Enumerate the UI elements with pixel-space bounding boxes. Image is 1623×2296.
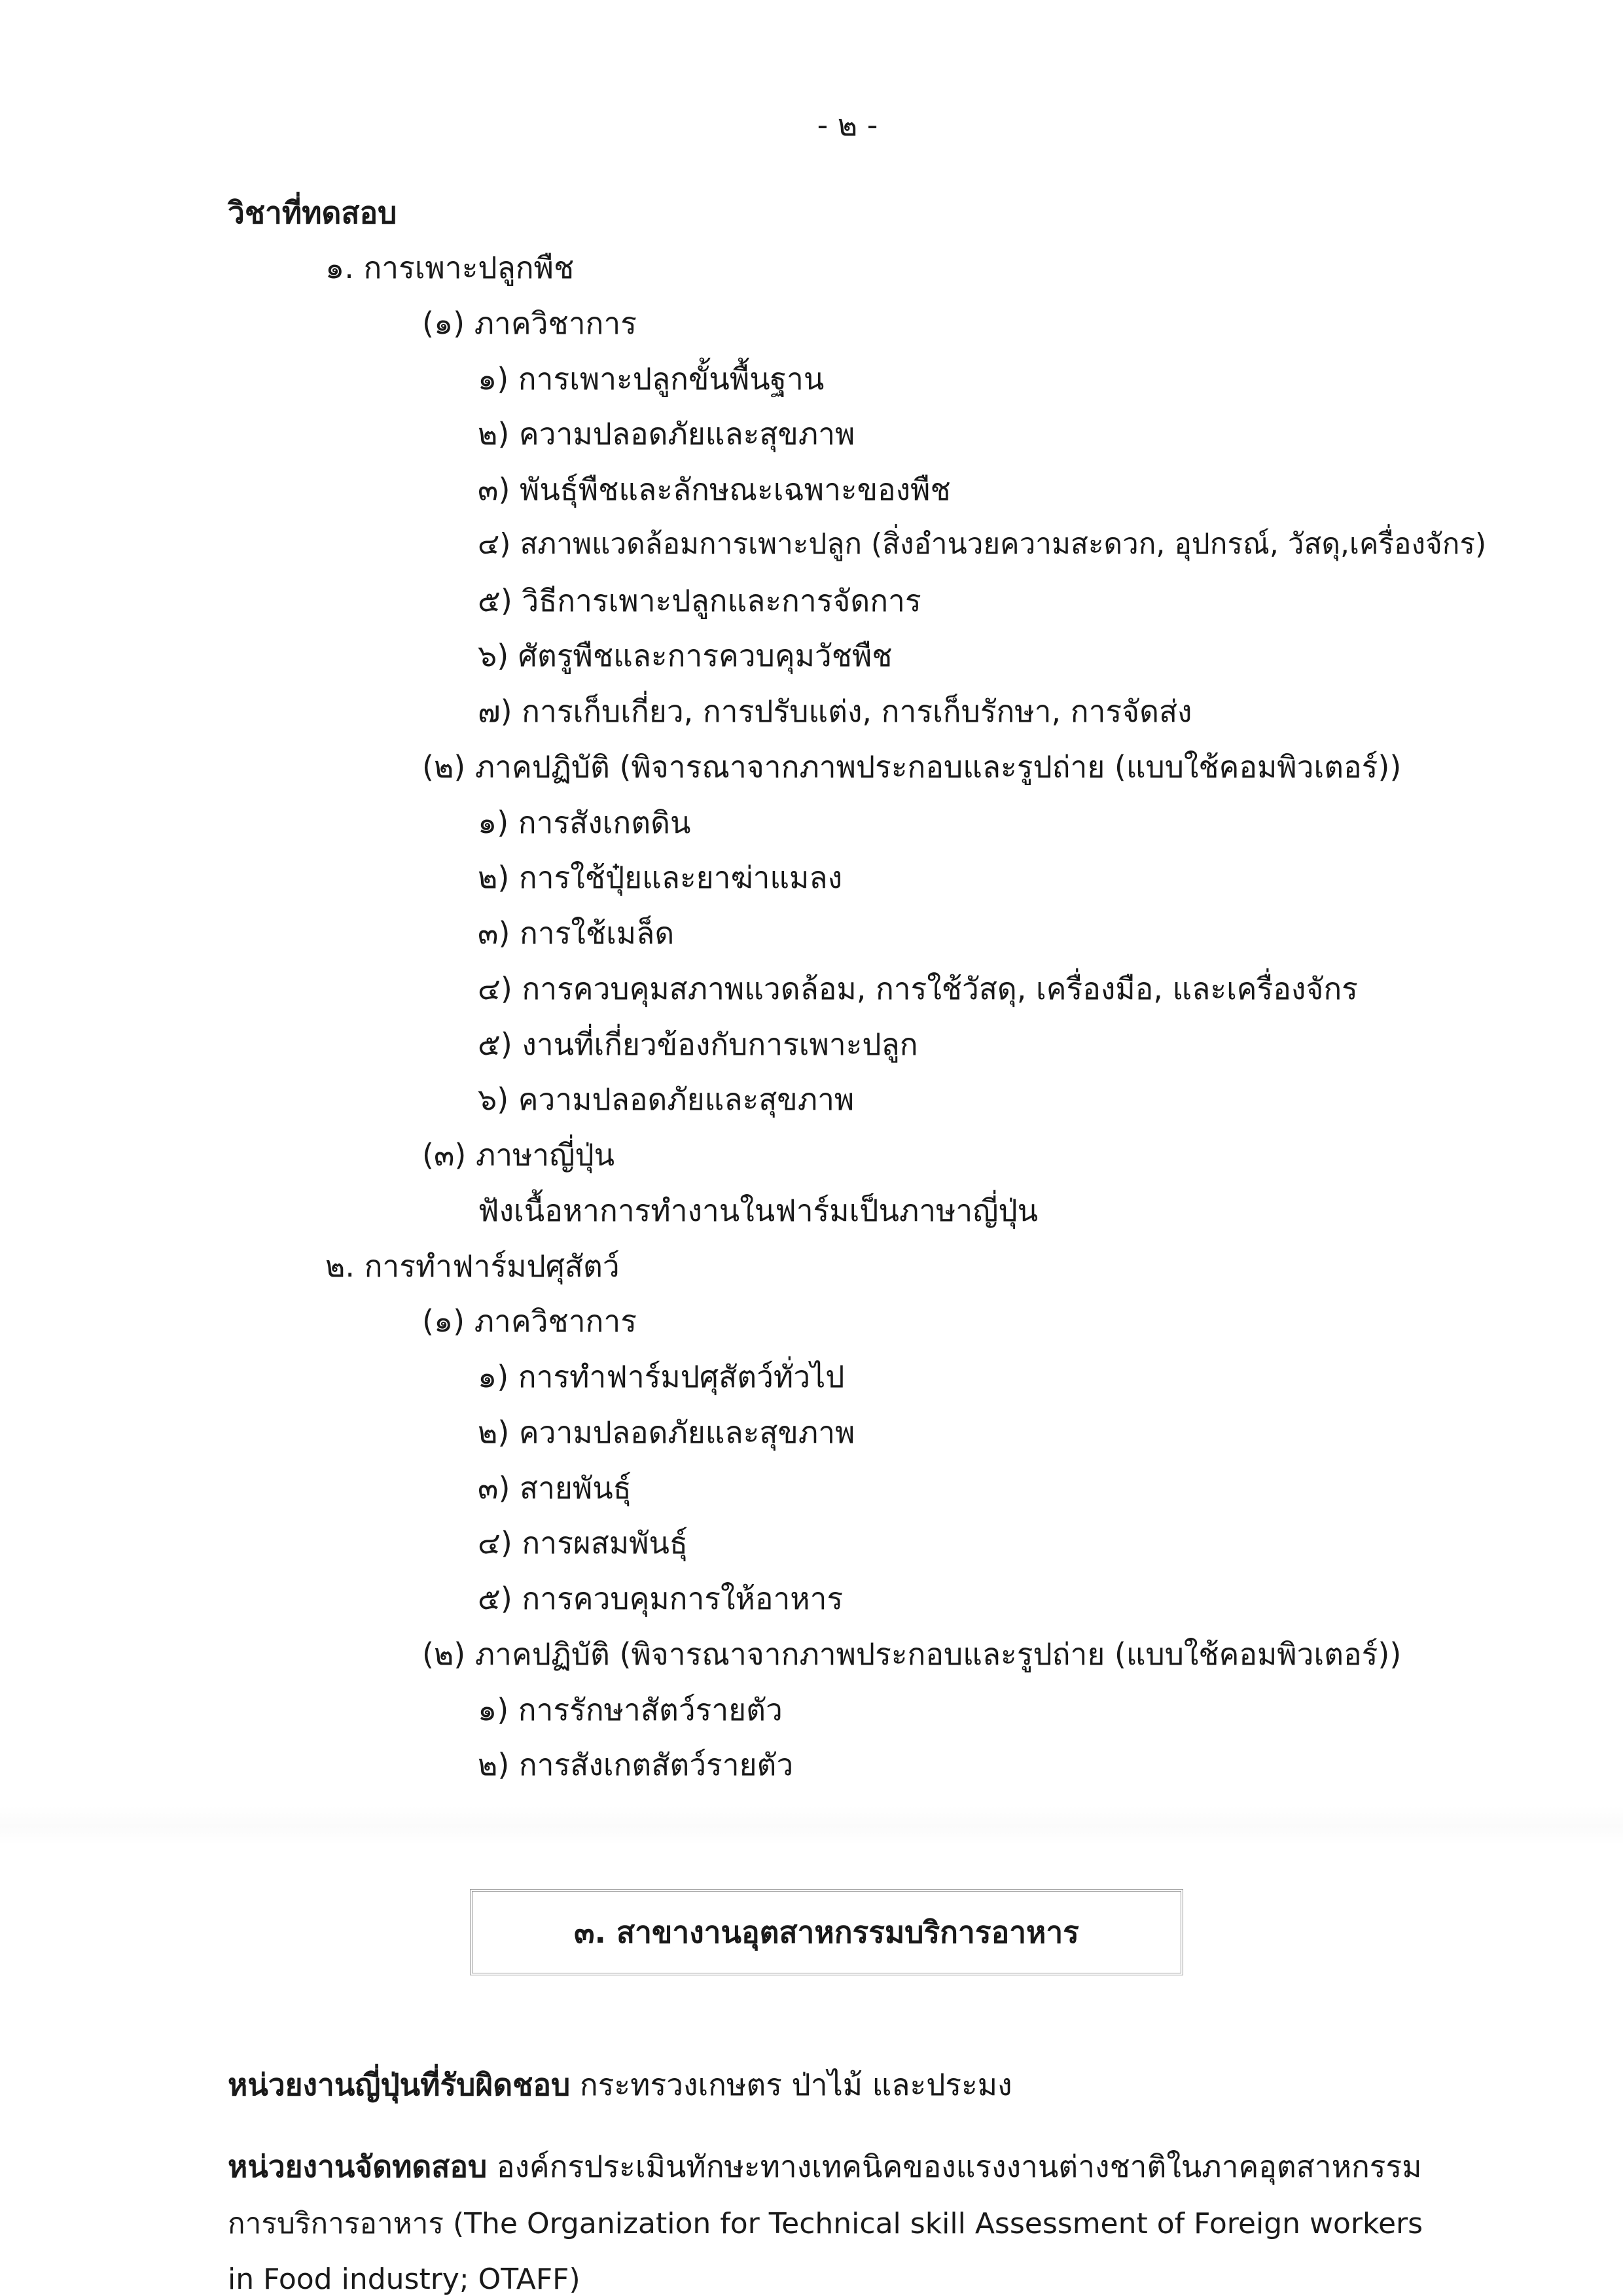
list-item: ๓) การใช้เมล็ด	[478, 915, 675, 951]
list-item: ๕) วิธีการเพาะปลูกและการจัดการ	[478, 583, 921, 618]
section-3-title: ๓. สาขางานอุตสาหกรรมบริการอาหาร	[574, 1914, 1079, 1950]
list-item: ๑) การทำฟาร์มปศุสัตว์ทั่วไป	[478, 1359, 845, 1394]
list-item: ๗) การเก็บเกี่ยว, การปรับแต่ง, การเก็บรักษา, การจัดส่ง	[478, 694, 1192, 729]
responsible-agency-line	[228, 2067, 1012, 2102]
list-item: ฟังเนื้อหาการทำงานในฟาร์มเป็นภาษาญี่ปุ่น	[478, 1193, 1039, 1228]
exam-agency-text-1: องค์กรประเมินทักษะทางเทคนิคของแรงงานต่างชาติในภาคอุตสาหกรรม	[496, 2149, 1422, 2184]
section-1-part-2-title: (๒) ภาคปฏิบัติ (พิจารณาจากภาพประกอบและรูปถ่าย (แบบใช้คอมพิวเตอร์))	[422, 749, 1402, 785]
list-item: ๒) การสังเกตสัตว์รายตัว	[478, 1747, 794, 1782]
list-item: ๖) ความปลอดภัยและสุขภาพ	[478, 1082, 855, 1117]
exam-agency-text-3: in Food industry; OTAFF)	[228, 2263, 580, 2296]
list-item: ๒) ความปลอดภัยและสุขภาพ	[478, 1415, 855, 1450]
responsible-agency-label: หน่วยงานญี่ปุ่นที่รับผิดชอบ	[228, 2067, 571, 2102]
list-item: ๒) ความปลอดภัยและสุขภาพ	[478, 416, 855, 451]
list-item: ๖) ศัตรูพืชและการควบคุมวัชพืช	[478, 638, 893, 673]
section-1-part-1-title: (๑) ภาควิชาการ	[422, 306, 637, 341]
section-2-part-1-title: (๑) ภาควิชาการ	[422, 1303, 637, 1339]
list-item: ๓) สายพันธุ์	[478, 1470, 632, 1506]
section-2-part-2-title: (๒) ภาคปฏิบัติ (พิจารณาจากภาพประกอบและรูปถ่าย (แบบใช้คอมพิวเตอร์))	[422, 1636, 1402, 1672]
section-1-part-3-title: (๓) ภาษาญี่ปุ่น	[422, 1137, 615, 1173]
subjects-heading: วิชาที่ทดสอบ	[228, 195, 397, 230]
list-item: ๒) การใช้ปุ๋ยและยาฆ่าแมลง	[478, 860, 843, 895]
list-item: ๑) การรักษาสัตว์รายตัว	[478, 1692, 783, 1727]
scan-artifact-band	[0, 1806, 1623, 1845]
list-item: ๔) การผสมพันธุ์	[478, 1525, 688, 1561]
section-3-title-box	[470, 1889, 1183, 1975]
exam-agency-label: หน่วยงานจัดทดสอบ	[228, 2149, 488, 2184]
list-item: ๑) การสังเกตดิน	[478, 805, 691, 840]
exam-agency-text-2: การบริการอาหาร (The Organization for Technical skill Assessment of Foreign workers	[228, 2207, 1423, 2240]
list-item: ๔) การควบคุมสภาพแวดล้อม, การใช้วัสดุ, เครื่องมือ, และเครื่องจักร	[478, 971, 1358, 1006]
section-2-title: ๒. การทำฟาร์มปศุสัตว์	[325, 1248, 620, 1284]
list-item: ๓) พันธุ์พืชและลักษณะเฉพาะของพืช	[478, 472, 951, 507]
exam-agency-line-1	[228, 2149, 1422, 2184]
list-item: ๕) การควบคุมการให้อาหาร	[478, 1581, 844, 1616]
page-number: - ๒ -	[817, 107, 878, 143]
list-item: ๕) งานที่เกี่ยวข้องกับการเพาะปลูก	[478, 1027, 918, 1062]
list-item: ๑) การเพาะปลูกขั้นพื้นฐาน	[478, 361, 825, 397]
section-1-title: ๑. การเพาะปลูกพืช	[325, 250, 575, 285]
list-item: ๔) สภาพแวดล้อมการเพาะปลูก (สิ่งอำนวยความสะดวก, อุปกรณ์, วัสดุ,เครื่องจักร)	[478, 527, 1487, 561]
responsible-agency-value: กระทรวงเกษตร ป่าไม้ และประมง	[579, 2067, 1012, 2102]
